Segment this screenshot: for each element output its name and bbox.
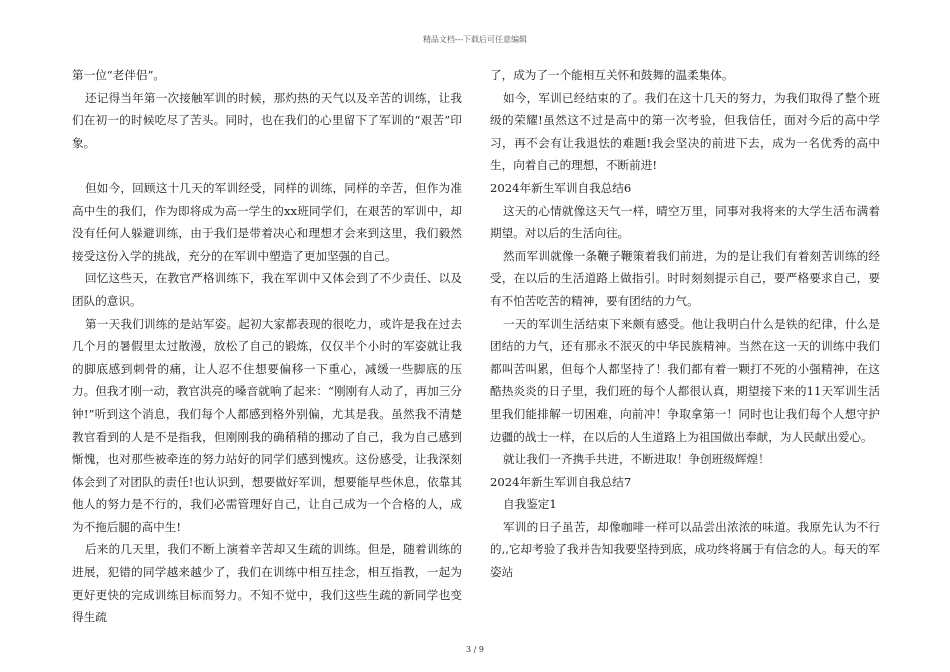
paragraph: 一天的军训生活结束下来颇有感受。他让我明白什么是铁的纪律，什么是团结的力气，还有那永不泯灭的中华民族精神。当然在这一天的训练中我们都叫苦叫累，但每个人都坚持了！我们都有着一颗打不死的小强精神，在这酷热炎炎的日子里，我们班的每个人都很认真，期望接下来的11天军训生活里我们能排解一切困难，向前冲！争取拿第一！同时也让我们每个人想守护边疆的战士一样，在以后的人生道路上为祖国做出奉献，为人民献出爱心。 (490, 316, 880, 444)
paragraph: 就让我们一齐携手共进，不断进取！争创班级辉煌！ (503, 452, 770, 467)
right-column (490, 64, 880, 584)
section-heading: 2024年新生军训自我总结7 (490, 474, 632, 489)
blank-line (72, 154, 462, 177)
subheading: 自我鉴定1 (503, 497, 557, 512)
page-number: 3 / 9 (466, 645, 484, 654)
paragraph: 军训的日子虽苦，却像咖啡一样可以品尝出浓浓的味道。我原先认为不行的,,它却考验了我并告知我要坚持到底，成功终将属于有信念的人。每天的军姿站 (490, 519, 880, 580)
section-heading: 2024年新生军训自我总结6 (490, 180, 632, 195)
paragraph: 但如今，回顾这十几天的军训经受，同样的训练，同样的辛苦，但作为准高中生的我们，作为即将成为高一学生的xx班同学们，在艰苦的军训中，却没有任何人躲避训练，由于我们是带着决心和理想才会来到这里，我们毅然接受这份入学的挑战，充分的在军训中塑造了更加坚强的自己。 (72, 180, 462, 263)
paragraph: 第一位“老伴侣”。 (72, 68, 166, 82)
paragraph: 如今，军训已经结束的了。我们在这十几天的努力，为我们取得了整个班级的荣耀!虽然这不过是高中的第一次考验，但我信任，面对今后的高中学习，再不会有让我退怯的难题!我会坚决的前进下去，成为一名优秀的高中生，向着自己的理想，不断前进! (490, 90, 880, 173)
paragraph: 然而军训就像一条鞭子鞭策着我们前进，为的是让我们有着刻苦训练的经受，在以后的生活道路上做指引。时时刻刻提示自己，要严格要求自己，要有不怕苦吃苦的精神，要有团结的力气。 (490, 248, 880, 308)
paragraph: 第一天我们训练的是站军姿。起初大家都表现的很吃力，或许是我在过去几个月的暑假里太过散漫，放松了自己的锻炼，仅仅半个小时的军姿就让我的脚底感到刺骨的痛，让人忍不住想要偏移一下重心，减缓一些脚底的压力。但我才刚一动，教官洪亮的嗓音就响了起来：“刚刚有人动了，再加三分钟!”听到这个消息，我们每个人都感到格外别偏，尤其是我。虽然我不清楚教官看到的人是不是指我，但刚刚我的确稍稍的挪动了自己，我为自己感到惭愧，也对那些被牵连的努力站好的同学们感到愧疚。这份感受，让我深刻体会到了对团队的责任!也认识到，想要做好军训，想要能早些休息，依靠其他人的努力是不行的，我们必需管理好自己，让自己成为一个合格的人，成为不拖后腿的高中生! (72, 316, 462, 534)
paragraph: 回忆这些天，在教官严格训练下，我在军训中又体会到了不少责任、以及团队的意识。 (72, 271, 462, 308)
paragraph: 还记得当年第一次接触军训的时候，那灼热的天气以及辛苦的训练，让我们在初一的时候吃尽了苦头。同时，也在我们的心里留下了军训的“艰苦”印象。 (72, 90, 462, 150)
paragraph: 了，成为了一个能相互关怀和鼓舞的温柔集体。 (490, 68, 734, 82)
left-column (72, 64, 462, 629)
paragraph: 后来的几天里，我们不断上演着辛苦却又生疏的训练。但是，随着训练的进展，犯错的同学越来越少了，我们在训练中相互挂念，相互指教，一起为更好更快的完成训练目标而努力。不知不觉中，我们这些生疏的新同学也变得生疏 (72, 542, 462, 625)
paragraph: 这天的心情就像这天气一样，晴空万里，同事对我将来的大学生活布满着期望。对以后的生活向往。 (490, 203, 880, 241)
page-header: 精品文档---下载后可任意编辑 (422, 35, 528, 44)
